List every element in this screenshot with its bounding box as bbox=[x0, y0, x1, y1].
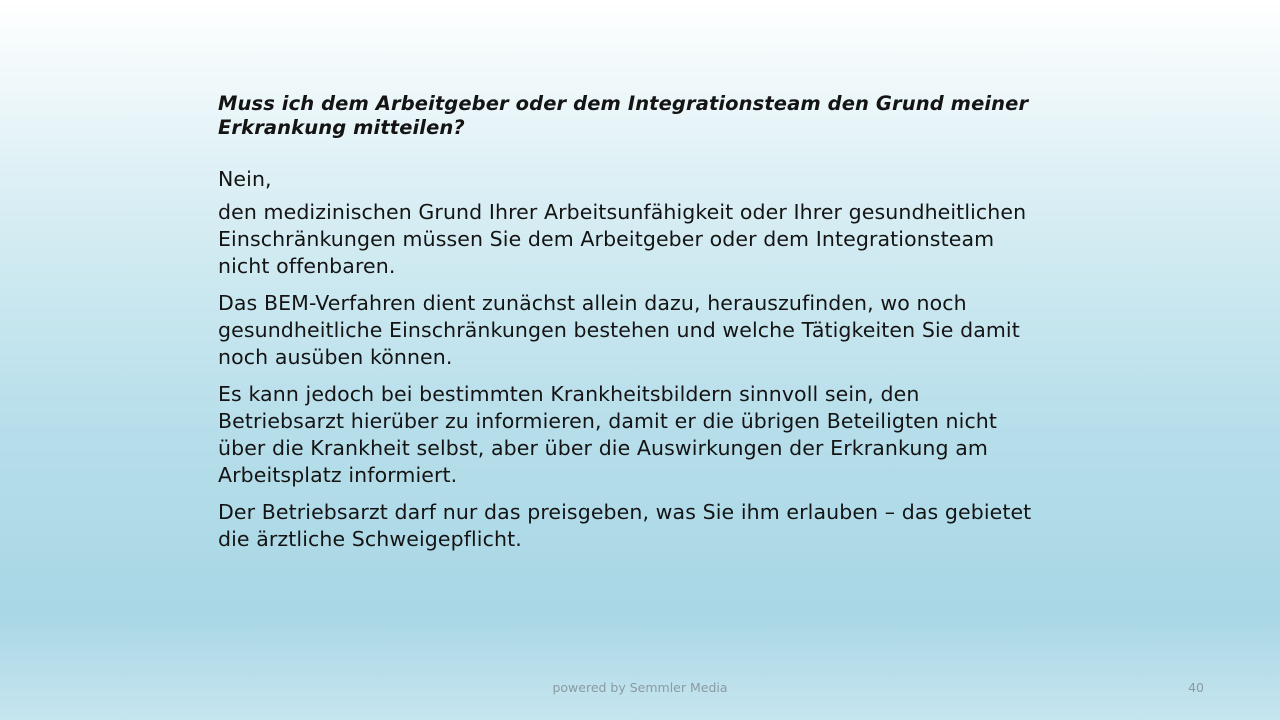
slide-answer: Nein, bbox=[218, 167, 272, 191]
paragraph-4: Der Betriebsarzt darf nur das preisgeben, was Sie ihm erlauben – das gebietet die ärztliche Schweigepflicht. bbox=[218, 500, 1032, 551]
paragraph-3: Es kann jedoch bei bestimmten Krankheitsbildern sinnvoll sein, den Betriebsarzt hierüber zu informieren, damit er die übrigen Beteiligten nicht über die Krankheit selbst, aber über die Auswirkungen der Erkrankung am Arbeitsplatz informiert. bbox=[218, 382, 998, 487]
slide-number: 40 bbox=[1188, 680, 1204, 695]
footer-text: powered by Semmler Media bbox=[552, 680, 728, 695]
slide-content bbox=[218, 92, 1048, 563]
paragraph-1: den medizinischen Grund Ihrer Arbeitsunfähigkeit oder Ihrer gesundheitlichen Einschränkungen müssen Sie dem Arbeitgeber oder dem Integrationsteam nicht offenbaren. bbox=[218, 200, 1027, 278]
paragraph-2: Das BEM-Verfahren dient zunächst allein dazu, herauszufinden, wo noch gesundheitliche Einschränkungen bestehen und welche Tätigkeiten Sie damit noch ausüben können. bbox=[218, 291, 1020, 369]
slide-question: Muss ich dem Arbeitgeber oder dem Integrationsteam den Grund meiner Erkrankung mitteilen? bbox=[218, 92, 1029, 139]
